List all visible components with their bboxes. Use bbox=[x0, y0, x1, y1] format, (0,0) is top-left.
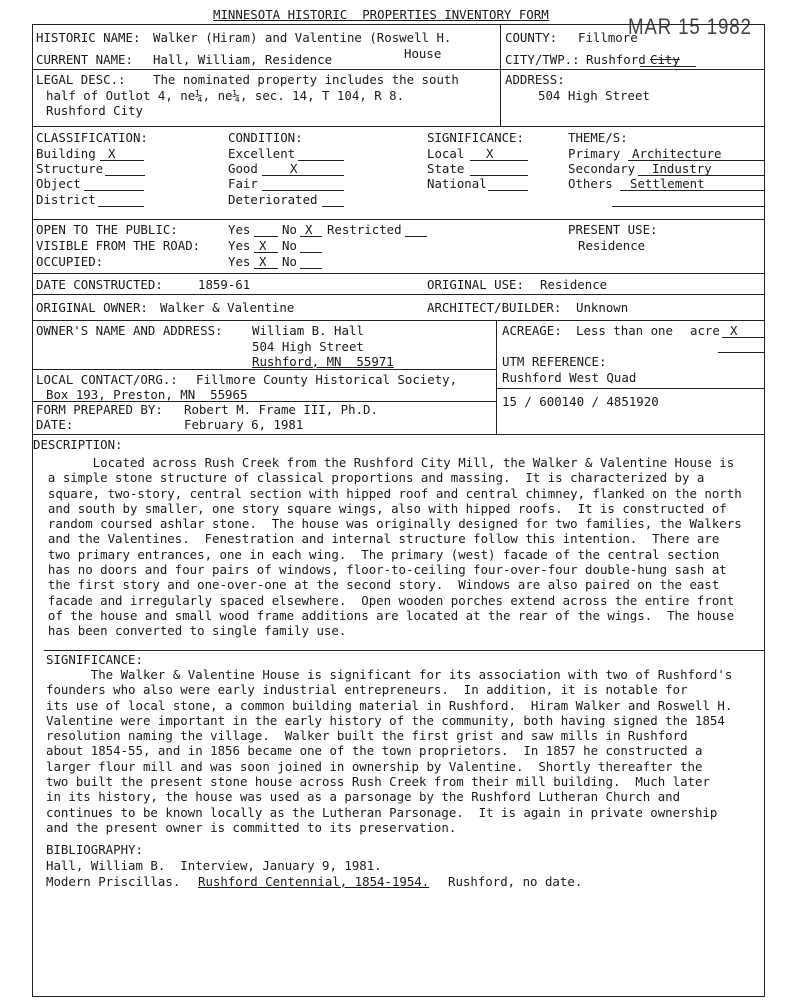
acreage-label: ACREAGE: bbox=[502, 323, 562, 338]
visible-no-label: No bbox=[282, 238, 297, 253]
bib-line-2a: Modern Priscillas. bbox=[46, 874, 181, 889]
state-label: State bbox=[427, 161, 465, 176]
others-value: Settlement bbox=[630, 176, 705, 191]
received-date-stamp: MAR 15 1982 bbox=[628, 14, 752, 39]
visible-yes-mark: X bbox=[259, 238, 267, 253]
utm-value: 15 / 600140 / 4851920 bbox=[502, 394, 659, 409]
significance-label: SIGNIFICANCE: bbox=[46, 652, 143, 667]
city-struck: City bbox=[650, 52, 680, 67]
contact-label: LOCAL CONTACT/ORG.: bbox=[36, 372, 178, 387]
date-constructed-label: DATE CONSTRUCTED: bbox=[36, 277, 163, 292]
fair-label: Fair bbox=[228, 176, 258, 191]
significance-level-label: SIGNIFICANCE: bbox=[427, 130, 524, 145]
contact-line-1: Fillmore County Historical Society, bbox=[196, 372, 458, 387]
occupied-yes-mark: X bbox=[259, 254, 267, 269]
county-label: COUNTY: bbox=[505, 30, 558, 45]
date-constructed-value: 1859-61 bbox=[198, 277, 251, 292]
visible-yes-label: Yes bbox=[228, 238, 251, 253]
classification-label: CLASSIFICATION: bbox=[36, 130, 148, 145]
present-use-value: Residence bbox=[578, 238, 646, 253]
secondary-label: Secondary bbox=[568, 161, 636, 176]
good-mark: X bbox=[290, 161, 298, 176]
owner-line-3: Rushford, MN 55971 bbox=[252, 354, 394, 369]
legal-line-3: Rushford City bbox=[46, 103, 143, 118]
architect-label: ARCHITECT/BUILDER: bbox=[427, 300, 562, 315]
prepared-value: Robert M. Frame III, Ph.D. bbox=[184, 402, 378, 417]
open-no-mark: X bbox=[305, 222, 313, 237]
structure-label: Structure bbox=[36, 161, 104, 176]
date-label: DATE: bbox=[36, 417, 74, 432]
address-value: 504 High Street bbox=[538, 88, 650, 103]
acre-label: acre bbox=[690, 323, 720, 338]
occupied-yes-label: Yes bbox=[228, 254, 251, 269]
original-owner-label: ORIGINAL OWNER: bbox=[36, 300, 148, 315]
legal-desc-label: LEGAL DESC.: bbox=[36, 72, 126, 87]
primary-value: Architecture bbox=[632, 146, 722, 161]
object-label: Object bbox=[36, 176, 81, 191]
owner-line-2: 504 High Street bbox=[252, 339, 364, 354]
bibliography-label: BIBLIOGRAPHY: bbox=[46, 842, 143, 857]
open-yes-label: Yes bbox=[228, 222, 251, 237]
historic-name-cont: House bbox=[404, 46, 442, 61]
secondary-value: Industry bbox=[652, 161, 712, 176]
open-public-label: OPEN TO THE PUBLIC: bbox=[36, 222, 178, 237]
local-mark: X bbox=[486, 146, 494, 161]
description-text: Located across Rush Creek from the Rushford City Mill, the Walker & Valentine House is a simple stone structure of classical proportions and massing. It is characterized by a square, two-story, central section with hipped roof and central chimney, flanked on the north and south by smaller, one story square wings, also with hipped roofs. It is constructed of random coursed ashlar stone. The house was originally designed for two families, the Walkers and the Valentines. Fenestration and internal structure follow this intention. There are two primary entrances, one in each wing. The primary (west) facade of the central section has no doors and four pairs of windows, floor-to-ceiling four-over-four double-hung sash at the first story and one-over-one at the second story. Windows are also paired on the east facade and irregularly spaced elsewhere. Open wooden porches extend across the entire front of the house and small wood frame additions are located at the rear of the wings. The house has been converted to single family use. bbox=[47, 455, 742, 639]
city-label: CITY/TWP.: bbox=[505, 52, 580, 67]
primary-label: Primary bbox=[568, 146, 621, 161]
owner-line-1: William B. Hall bbox=[252, 323, 364, 338]
building-label: Building bbox=[36, 146, 96, 161]
visible-road-label: VISIBLE FROM THE ROAD: bbox=[36, 238, 201, 253]
national-label: National bbox=[427, 176, 487, 191]
acreage-value: Less than one bbox=[576, 323, 673, 338]
acre-mark: X bbox=[730, 323, 738, 338]
building-mark: X bbox=[108, 146, 116, 161]
legal-line-2: half of Outlot 4, ne¼, ne¼, sec. 14, T 104, R 8. bbox=[46, 88, 405, 103]
excellent-label: Excellent bbox=[228, 146, 296, 161]
legal-line-1: The nominated property includes the south bbox=[153, 72, 459, 87]
good-label: Good bbox=[228, 161, 258, 176]
district-label: District bbox=[36, 192, 96, 207]
bib-line-2b: Rushford, no date. bbox=[448, 874, 583, 889]
local-label: Local bbox=[427, 146, 465, 161]
condition-label: CONDITION: bbox=[228, 130, 303, 145]
owner-label: OWNER'S NAME AND ADDRESS: bbox=[36, 323, 223, 338]
open-no-label: No bbox=[282, 222, 297, 237]
prepared-label: FORM PREPARED BY: bbox=[36, 402, 163, 417]
occupied-label: OCCUPIED: bbox=[36, 254, 104, 269]
current-name-label: CURRENT NAME: bbox=[36, 52, 133, 67]
contact-line-2: Box 193, Preston, MN 55965 bbox=[46, 387, 248, 402]
bib-line-1: Hall, William B. Interview, January 9, 1981. bbox=[46, 858, 382, 873]
original-owner-value: Walker & Valentine bbox=[160, 300, 295, 315]
restricted-label: Restricted bbox=[327, 222, 402, 237]
others-label: Others bbox=[568, 176, 613, 191]
architect-value: Unknown bbox=[576, 300, 629, 315]
city-value: Rushford bbox=[586, 52, 646, 67]
original-use-value: Residence bbox=[540, 277, 608, 292]
themes-label: THEME/S: bbox=[568, 130, 628, 145]
present-use-label: PRESENT USE: bbox=[568, 222, 658, 237]
significance-text: The Walker & Valentine House is significant for its association with two of Rushford's founders who also were early industrial entrepreneurs. In addition, it is notable for its use of local stone, a common building material in Rushford. Hiram Walker and Roswell H. Valentine were important in the early history of the community, both having signed the 1854 resolution naming the village. Walker built the first grist and saw mills in Rushford about 1854-55, and in 1856 became one of the town proprietors. In 1857 he constructed a larger flour mill and was soon joined in ownership by Valentine. Shortly thereafter the two built the present stone house across Rush Creek from their mill building. Much later in its history, the house was used as a parsonage by the Rushford Lutheran Church and continues to be known locally as the Lutheran Parsonage. It is again in private ownership and the present owner is committed to its preservation. bbox=[46, 667, 733, 835]
utm-label: UTM REFERENCE: bbox=[502, 354, 607, 369]
original-use-label: ORIGINAL USE: bbox=[427, 277, 524, 292]
historic-name-value: Walker (Hiram) and Valentine (Roswell H. bbox=[153, 30, 452, 45]
county-value: Fillmore bbox=[578, 30, 638, 45]
date-value: February 6, 1981 bbox=[184, 417, 304, 432]
bib-line-2-title: Rushford Centennial, 1854-1954. bbox=[198, 874, 430, 889]
address-label: ADDRESS: bbox=[505, 72, 565, 87]
form-title: MINNESOTA HISTORIC PROPERTIES INVENTORY FORM bbox=[213, 7, 549, 22]
occupied-no-label: No bbox=[282, 254, 297, 269]
description-label: DESCRIPTION: bbox=[33, 437, 123, 452]
historic-name-label: HISTORIC NAME: bbox=[36, 30, 141, 45]
deteriorated-label: Deteriorated bbox=[228, 192, 318, 207]
utm-quad: Rushford West Quad bbox=[502, 370, 637, 385]
current-name-value: Hall, William, Residence bbox=[153, 52, 333, 67]
